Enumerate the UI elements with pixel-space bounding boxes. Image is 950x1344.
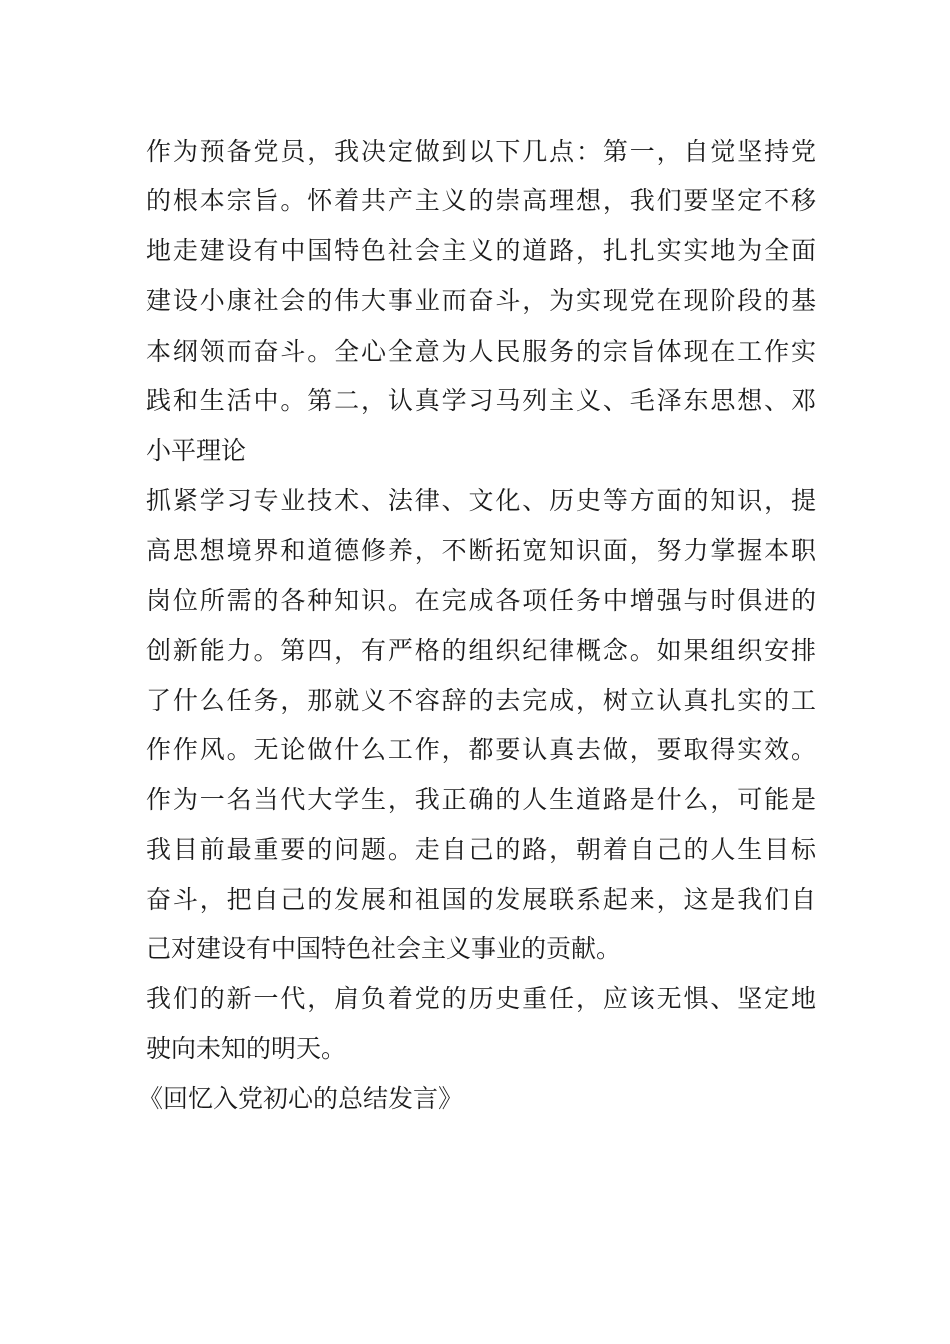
paragraph-2-line-1: 抓紧学习专业技术、法律、文化、历史等方面的知识，提 <box>146 486 816 515</box>
paragraph-4-line-2: 驶向未知的明天。 <box>146 1034 347 1063</box>
paragraph-2-line-6: 作作风。无论做什么工作，都要认真去做，要取得实效。 <box>146 735 816 764</box>
paragraph-2-line-2: 高思想境界和道德修养，不断拓宽知识面，努力掌握本职 <box>146 536 816 565</box>
paragraph-1-line-1: 作为预备党员，我决定做到以下几点：第一，自觉坚持党 <box>146 137 816 166</box>
paragraph-3-line-4: 己对建设有中国特色社会主义事业的贡献。 <box>146 934 622 963</box>
paragraph-2-line-3: 岗位所需的各种知识。在完成各项任务中增强与时俱进的 <box>146 586 816 615</box>
paragraph-3-line-3: 奋斗，把自己的发展和祖国的发展联系起来，这是我们自 <box>146 885 816 914</box>
document-title-reference: 《回忆入党初心的总结发言》 <box>138 1084 464 1113</box>
paragraph-4-line-1: 我们的新一代，肩负着党的历史重任，应该无惧、坚定地 <box>146 984 816 1013</box>
paragraph-1-line-2: 的根本宗旨。怀着共产主义的崇高理想，我们要坚定不移 <box>146 186 816 215</box>
paragraph-1-line-5: 本纲领而奋斗。全心全意为人民服务的宗旨体现在工作实 <box>146 337 816 366</box>
paragraph-1-line-6: 践和生活中。第二，认真学习马列主义、毛泽东思想、邓 <box>146 386 816 415</box>
paragraph-1-line-4: 建设小康社会的伟大事业而奋斗，为实现党在现阶段的基 <box>146 286 816 315</box>
paragraph-1-line-3: 地走建设有中国特色社会主义的道路，扎扎实实地为全面 <box>146 236 816 265</box>
paragraph-3-line-1: 作为一名当代大学生，我正确的人生道路是什么，可能是 <box>146 785 816 814</box>
paragraph-1-line-7: 小平理论 <box>146 436 247 465</box>
paragraph-3-line-2: 我目前最重要的问题。走自己的路，朝着自己的人生目标 <box>146 835 816 864</box>
paragraph-2-line-4: 创新能力。第四，有严格的组织纪律概念。如果组织安排 <box>146 636 816 665</box>
paragraph-2-line-5: 了什么任务，那就义不容辞的去完成，树立认真扎实的工 <box>146 686 816 715</box>
